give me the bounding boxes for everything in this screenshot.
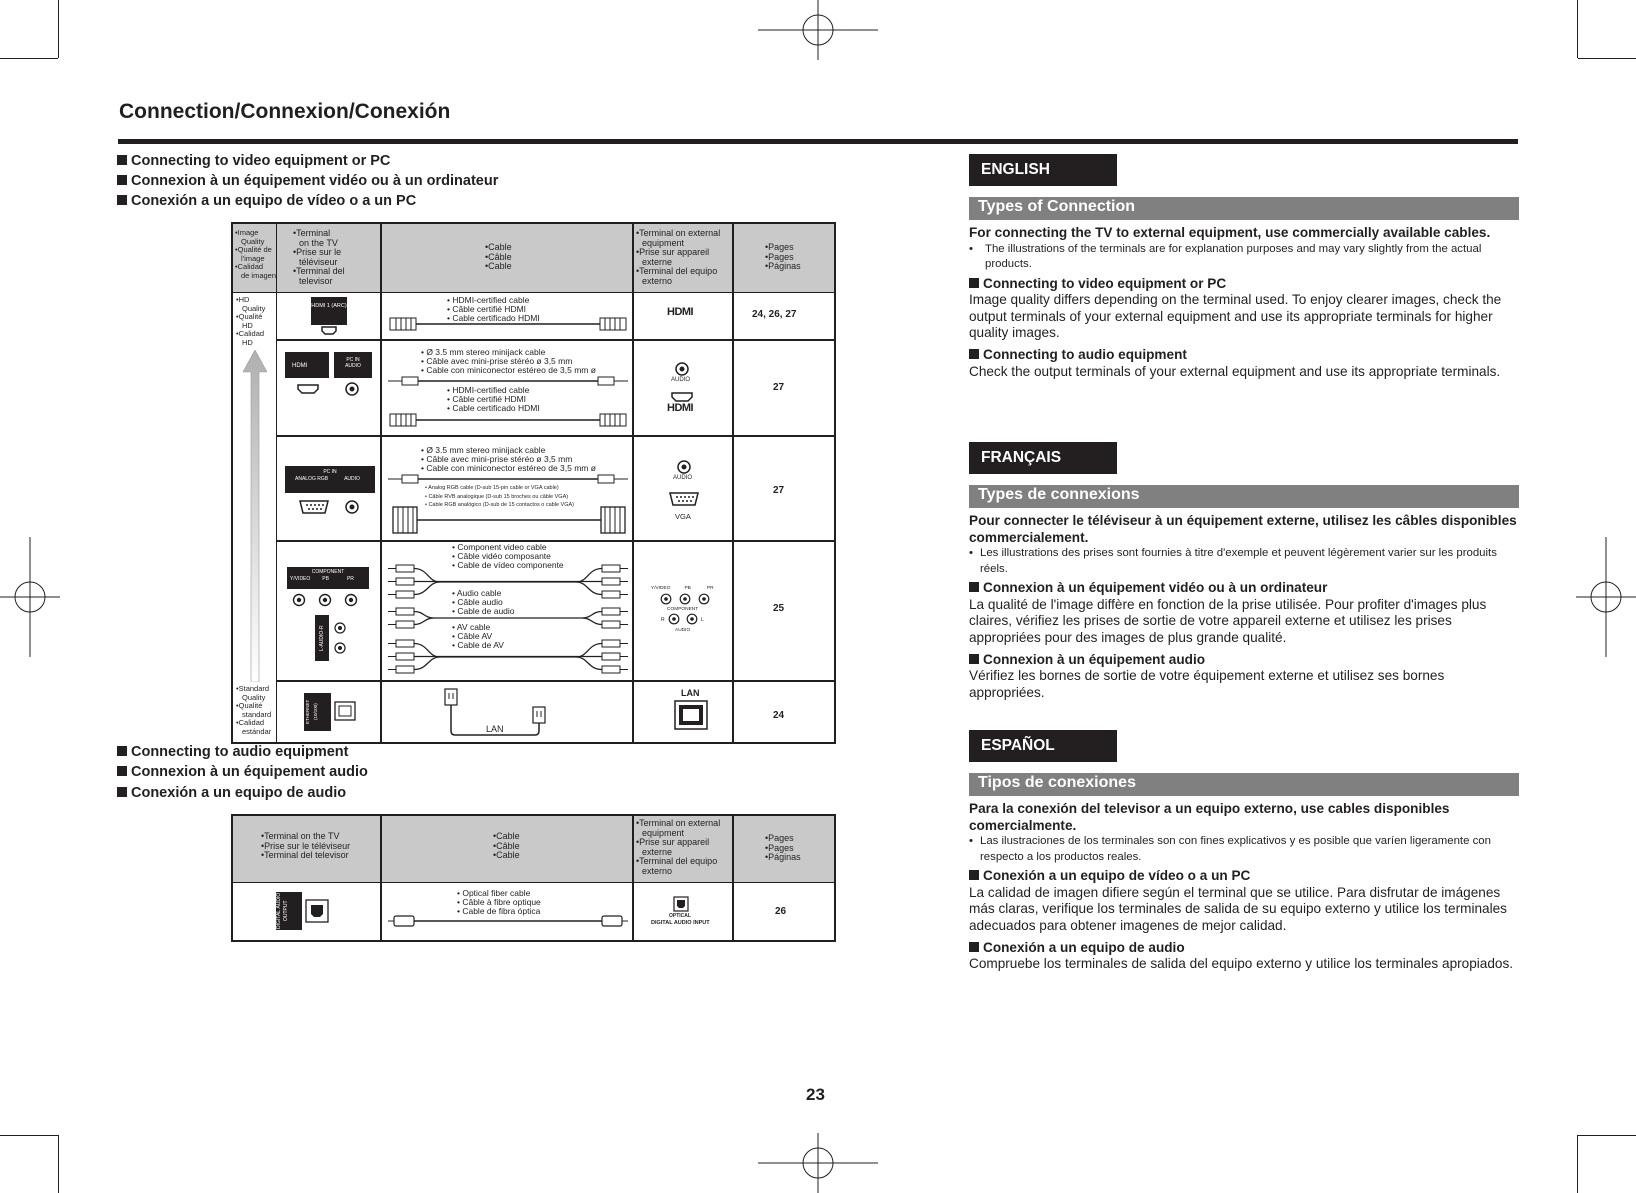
quality-standard: •Standard Quality •Qualité standard •Calidad estándar <box>236 684 272 736</box>
video-connection-table <box>231 222 836 744</box>
ext-vga-label: VGA <box>675 512 691 521</box>
header-terminal-ext: •Terminal on external equipment •Prise sur appareil externe •Terminal del equipo externo <box>636 818 721 876</box>
crop-mark <box>58 0 59 58</box>
header-quality: •Image Quality •Qualité de l'image •Calidad de imagen <box>235 228 277 280</box>
av-cable-icon <box>388 639 628 675</box>
page-title: Connection/Connexion/Conexión <box>119 100 451 123</box>
tv-terminal-audio-lr: L-AUDIO-R <box>315 615 329 661</box>
ext-optical-label: OPTICAL <box>669 913 691 919</box>
spanish-h2: Conexión a un equipo de audio <box>969 940 1519 957</box>
types-bar-spanish: Tipos de conexiones <box>969 773 1519 796</box>
french-p2: Vérifiez les bornes de sortie de votre équipement externe et utilisez ses bornes appropriées. <box>969 668 1445 700</box>
vga-port-icon <box>299 500 329 514</box>
audio-heading-en: Connecting to audio equipment <box>117 744 349 760</box>
tab-espanol: ESPAÑOL <box>969 730 1117 762</box>
ext-hdmi-logo: HDMI <box>667 306 694 318</box>
header-cable: •Cable •Câble •Cable <box>493 831 520 860</box>
spanish-content <box>969 801 1519 973</box>
english-note: • The illustrations of the terminals are for explanation purposes and may vary slightly from the actual products. <box>969 242 1482 271</box>
pages-row1: 24, 26, 27 <box>752 309 797 320</box>
types-bar-french: Types de connexions <box>969 485 1519 508</box>
audio-jacks-icon <box>333 621 347 657</box>
cable-minijack-label: • Ø 3.5 mm stereo minijack cable • Câble avec mini-prise stéréo ø 3,5 mm • Cable con miniconector estéreo de 3,5 mm ø <box>421 347 596 375</box>
tab-english: ENGLISH <box>969 154 1117 186</box>
ext-audio-l-label: L <box>701 617 704 623</box>
french-content <box>969 513 1519 701</box>
french-p1: La qualité de l'image diffère en fonction de la prise utilisée. Pour profiter d'images plus claires, vérifiez les prises de sortie de votre appareil externe et utilisez les prises appropriées pour des images de plus grande qualité. <box>969 596 1487 645</box>
header-terminal-ext: •Terminal on external equipment •Prise sur appareil externe •Terminal del equipo externo <box>636 228 721 286</box>
french-h1: Connexion à un équipement vidéo ou à un ordinateur <box>969 580 1519 597</box>
audio-jack-icon <box>677 460 691 474</box>
header-pages: •Pages •Pages •Páginas <box>765 242 801 271</box>
types-bar-english: Types of Connection <box>969 197 1519 220</box>
header-terminal-tv: •Terminal on the TV •Prise sur le téléviseur •Terminal del televisor <box>293 228 345 286</box>
cable-hdmi-label: • HDMI-certified cable • Câble certifié HDMI • Cable certificado HDMI <box>447 295 540 323</box>
title-rule <box>118 139 1518 144</box>
hdmi-port-icon <box>671 392 693 402</box>
quality-arrow <box>243 350 267 682</box>
ext-digital-audio-input-label: DIGITAL AUDIO INPUT <box>651 920 710 926</box>
spanish-h1: Conexión a un equipo de vídeo o a un PC <box>969 868 1519 885</box>
tv-terminal-digital-audio-output: DIGITAL AUDIO OUTPUT <box>276 892 302 930</box>
tv-terminal-hdmi: HDMI <box>285 352 329 378</box>
english-lead: For connecting the TV to external equipment, use commercially available cables. <box>969 225 1491 240</box>
english-h2: Connecting to audio equipment <box>969 347 1519 364</box>
registration-mark <box>0 537 60 657</box>
minijack-cable-icon <box>388 474 628 484</box>
pages-audio: 26 <box>775 906 787 917</box>
ext-hdmi-logo: HDMI <box>667 402 694 414</box>
ext-audio-label: AUDIO <box>671 377 691 383</box>
english-p1: Image quality differs depending on the terminal used. To enjoy clearer images, check the output terminals of your external equipment and use its appropriate terminals for higher quality images. <box>969 292 1502 341</box>
registration-mark <box>758 1133 878 1193</box>
crop-mark <box>1578 1135 1636 1136</box>
ext-optical-port-icon <box>673 896 689 912</box>
crop-mark <box>1578 58 1636 59</box>
ext-ethernet-port-icon <box>674 700 708 730</box>
tab-francais: FRANÇAIS <box>969 442 1117 474</box>
tv-terminal-hdmi1: HDMI 1 (ARC) <box>311 297 347 325</box>
vga-cable-icon <box>391 505 627 535</box>
audio-jack-icon <box>345 500 359 514</box>
english-h1: Connecting to video equipment or PC <box>969 276 1519 293</box>
cable-component-label: • Component video cable • Câble vidéo composante • Cable de vídeo componente <box>452 542 564 570</box>
registration-mark <box>758 0 878 60</box>
header-pages: •Pages •Pages •Páginas <box>765 833 801 862</box>
english-content <box>969 225 1519 380</box>
ext-audio-jacks-icon <box>666 613 700 625</box>
audio-connection-table <box>231 814 836 942</box>
french-lead: Pour connecter le téléviseur à un équipement externe, utilisez les câbles disponibles commercialement. <box>969 513 1517 545</box>
audio-cable-icon <box>388 607 628 631</box>
header-cable: •Cable •Câble •Cable <box>485 242 512 271</box>
ext-component-jacks-icon <box>658 593 714 605</box>
tv-terminal-component: COMPONENT Y/VIDEO PB PR <box>287 567 369 589</box>
audio-jack-icon <box>345 382 359 396</box>
ext-lan-label: LAN <box>681 688 700 698</box>
english-p2: Check the output terminals of your external equipment and use its appropriate terminals. <box>969 363 1501 379</box>
cable-lan-label: LAN <box>486 724 504 734</box>
tv-terminal-pcin-audio: PC IN AUDIO <box>334 352 372 378</box>
optical-port-icon <box>305 899 329 923</box>
audio-heading-es: Conexión a un equipo de audio <box>117 785 346 801</box>
cable-vga-label: • Analog RGB cable (D-sub 15-pin cable or VGA cable) • Câble RVB analogique (D-sub 15 broches ou câble VGA) • Cable RGB analógico (D-sub de 15 contactos o cable VGA) <box>425 485 574 508</box>
video-heading-fr: Connexion à un équipement vidéo ou à un ordinateur <box>117 173 498 189</box>
pages-row2: 27 <box>773 382 785 393</box>
audio-heading-fr: Connexion à un équipement audio <box>117 764 368 780</box>
tv-terminal-pc-analog: PC IN ANALOG RGB AUDIO <box>285 466 375 493</box>
spanish-p2: Compruebe los terminales de salida del equipo externo y utilice los terminales apropiados. <box>969 956 1514 972</box>
hdmi-port-icon <box>297 384 319 394</box>
crop-mark <box>1577 1135 1578 1193</box>
cable-hdmi-label-2: • HDMI-certified cable • Câble certifié HDMI • Cable certificado HDMI <box>447 385 540 413</box>
video-heading-es: Conexión a un equipo de vídeo o a un PC <box>117 193 416 209</box>
ext-audio-label: AUDIO <box>673 475 693 481</box>
spanish-p1: La calidad de imagen difiere según el terminal que se utilice. Para disfrutar de imágenes más claras, verifique los terminales de salida de su equipo externo y utilice los terminales adecuados para obtener imagenes de mejor calidad. <box>969 884 1507 933</box>
ext-component-label: COMPONENT <box>667 607 699 612</box>
pages-row5: 24 <box>773 710 785 721</box>
cable-av-label: • AV cable • Câble AV • Cable de AV <box>452 622 504 650</box>
quality-hd: •HD Quality •Qualité HD •Calidad HD <box>236 295 266 347</box>
hdmi-port-icon <box>321 326 337 335</box>
audio-jack-icon <box>675 362 689 376</box>
ext-audio-label: AUDIO <box>675 628 691 633</box>
crop-mark <box>1577 0 1578 58</box>
crop-mark <box>58 1135 59 1193</box>
crop-mark <box>0 58 58 59</box>
spanish-lead: Para la conexión del televisor a un equipo externo, use cables disponibles comercialmente. <box>969 801 1450 833</box>
ext-component-labels: Y/VIDEO PB PR <box>651 586 714 591</box>
cable-optical-label: • Optical fiber cable • Câble à fibre optique • Cable de fibra óptica <box>457 888 541 916</box>
optical-cable-icon <box>388 914 628 928</box>
ethernet-port-icon <box>334 701 356 721</box>
registration-mark <box>1576 537 1636 657</box>
pages-row4: 25 <box>773 603 785 614</box>
french-note: • Les illustrations des prises sont fournies à titre d'exemple et peuvent légèrement varier sur les produits réels. <box>969 547 1497 575</box>
page-number: 23 <box>806 1085 825 1104</box>
cable-audio-label: • Audio cable • Câble audio • Cable de audio <box>452 588 515 616</box>
pages-row3: 27 <box>773 485 785 496</box>
header-terminal-tv: •Terminal on the TV •Prise sur le téléviseur •Terminal del televisor <box>261 831 351 860</box>
component-jacks-icon <box>291 593 371 607</box>
tv-terminal-ethernet: ETHERNET (10/100) <box>304 693 331 731</box>
vga-port-icon <box>669 492 699 506</box>
hdmi-cable-icon <box>388 412 628 428</box>
ext-audio-r-label: R <box>661 617 665 623</box>
cable-minijack-label-2: • Ø 3.5 mm stereo minijack cable • Câble avec mini-prise stéréo ø 3,5 mm • Cable con miniconector estéreo de 3,5 mm ø <box>421 445 596 473</box>
crop-mark <box>0 1135 58 1136</box>
video-heading-en: Connecting to video equipment or PC <box>117 153 390 169</box>
hdmi-cable-icon <box>388 316 628 332</box>
spanish-note: • Las ilustraciones de los terminales son con fines explicativos y es posible que varíen ligeramente con respecto a los productos reales. <box>969 835 1491 863</box>
french-h2: Connexion à un équipement audio <box>969 652 1519 669</box>
